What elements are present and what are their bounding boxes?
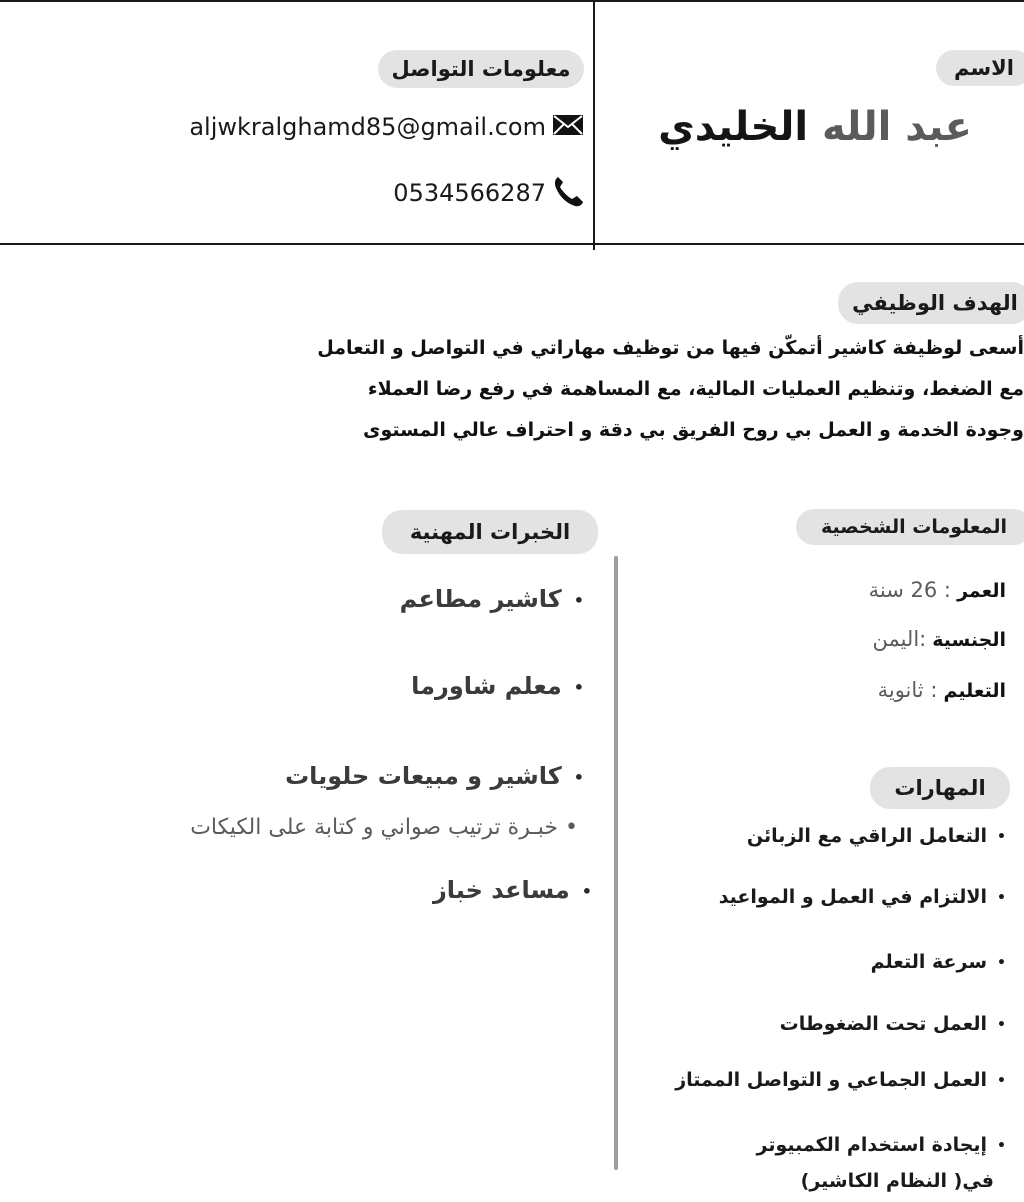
full-name	[658, 104, 972, 150]
education-value: : ثانوية	[877, 678, 938, 702]
education-row	[878, 678, 1006, 702]
experience-sub-item: • خبـرة ترتيب صواني و كتابة على الكيكات	[190, 815, 578, 840]
email-text[interactable]: aljwkralghamd85@gmail.com	[189, 113, 546, 141]
phone-icon	[552, 174, 584, 212]
experience-label: الخبرات المهنية	[382, 510, 598, 554]
objective-label: الهدف الوظيفي	[838, 282, 1024, 324]
skill-item: •سرعة التعلم	[870, 951, 1006, 973]
phone-row	[393, 174, 584, 212]
experience-item: •معلم شاورما	[411, 672, 584, 700]
header-bottom-rule	[0, 243, 1024, 245]
envelope-icon	[552, 113, 584, 141]
experience-item: •كاشير مطاعم	[399, 585, 584, 613]
header-center-rule	[593, 0, 595, 250]
objective-line: أسعى لوظيفة كاشير أتمكّن فيها من توظيف مهاراتي في التواصل و التعامل	[317, 337, 1024, 359]
skill-item: •التعامل الراقي مع الزبائن	[746, 825, 1006, 847]
skill-item-continuation: في( النظام الكاشير)	[800, 1170, 994, 1192]
first-name: عبد الله	[822, 104, 972, 150]
skill-item: •العمل الجماعي و التواصل الممتاز	[675, 1069, 1006, 1091]
skill-item: •إيجادة استخدام الكمبيوتر	[756, 1134, 1006, 1156]
email-row	[189, 113, 584, 141]
skill-item: •العمل تحت الضغوطات	[779, 1013, 1006, 1035]
skill-item: •الالتزام في العمل و المواعيد	[718, 886, 1006, 908]
contact-label: معلومات التواصل	[378, 50, 584, 88]
education-label: التعليم	[943, 680, 1006, 702]
personal-info-label: المعلومات الشخصية	[796, 509, 1024, 545]
nationality-label: الجنسية	[932, 629, 1006, 651]
age-value: : 26 سنة	[868, 578, 952, 602]
header-top-rule	[0, 0, 1024, 2]
name-label: الاسم	[936, 50, 1024, 86]
nationality-row	[872, 627, 1006, 651]
experience-item: •مساعد خباز	[432, 876, 592, 904]
nationality-value: :اليمن	[872, 627, 927, 651]
phone-text[interactable]: 0534566287	[393, 179, 546, 207]
age-label: العمر	[957, 580, 1006, 602]
objective-line: مع الضغط، وتنظيم العمليات المالية، مع المساهمة في رفع رضا العملاء	[367, 378, 1024, 400]
last-name: الخليدي	[658, 104, 809, 150]
age-row	[869, 578, 1006, 602]
experience-item: •كاشير و مبيعات حلويات	[285, 762, 584, 790]
objective-line: وجودة الخدمة و العمل بي روح الفريق بي دقة و احتراف عالي المستوى	[363, 419, 1024, 441]
column-divider	[614, 556, 618, 1170]
objective-text	[224, 328, 1024, 451]
skills-label: المهارات	[870, 767, 1010, 809]
